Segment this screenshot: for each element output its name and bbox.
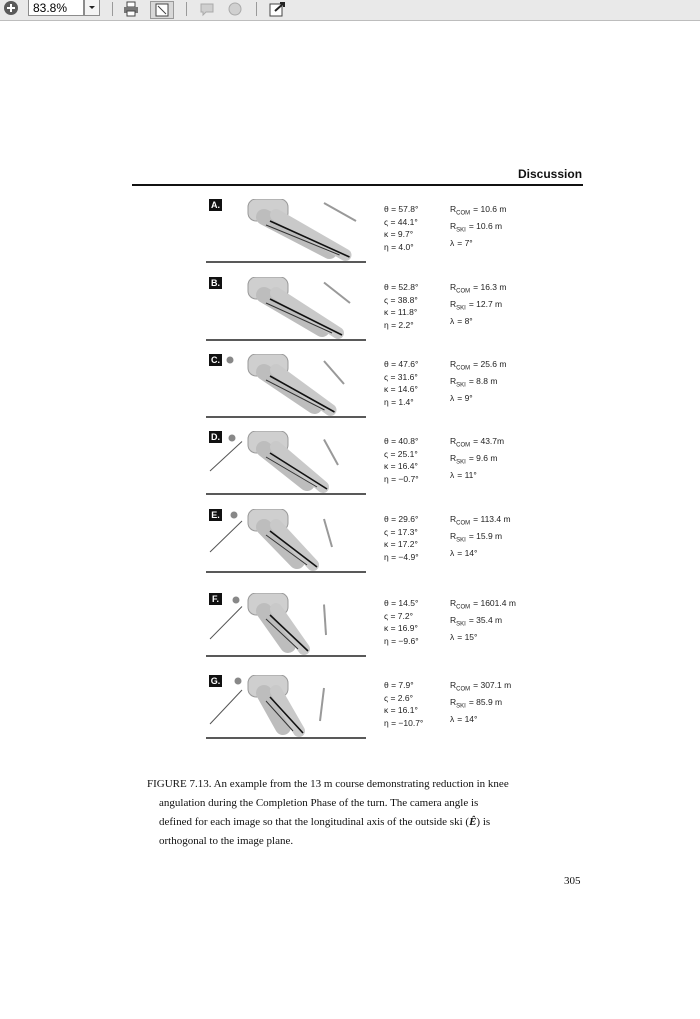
stamp-icon bbox=[227, 1, 243, 17]
param-value: = 307.1 m bbox=[473, 680, 512, 690]
param-row bbox=[450, 220, 506, 237]
param-subscript: COM bbox=[456, 210, 471, 217]
pole-tip bbox=[229, 435, 236, 442]
param-theta: θ = 14.5° bbox=[384, 598, 419, 608]
param-kappa: κ = 11.8° bbox=[384, 307, 418, 317]
param-value: = 43.7m bbox=[473, 436, 505, 446]
param-row bbox=[450, 614, 516, 631]
param-value: = 8° bbox=[457, 316, 473, 327]
param-symbol: R bbox=[450, 376, 457, 387]
param-subscript: COM bbox=[456, 442, 471, 449]
param-value: = 15° bbox=[457, 632, 478, 643]
panel-label: F. bbox=[209, 593, 222, 605]
zoom-in-button[interactable] bbox=[2, 0, 20, 16]
param-subscript: SKI bbox=[456, 459, 466, 466]
param-row bbox=[450, 435, 504, 452]
param-symbol: R bbox=[450, 598, 457, 608]
ski-pole bbox=[324, 440, 338, 466]
header-rule bbox=[132, 184, 583, 186]
angle-parameters bbox=[384, 358, 418, 408]
angle-parameters bbox=[384, 679, 423, 729]
caption-line: angulation during the Completion Phase of the turn. The camera angle is bbox=[159, 797, 479, 809]
param-subscript: SKI bbox=[456, 227, 466, 234]
zoom-level-input[interactable]: 83.8% bbox=[28, 0, 84, 16]
param-symbol: λ bbox=[450, 238, 455, 249]
param-row bbox=[450, 237, 506, 250]
chevron-down-icon bbox=[85, 0, 99, 15]
angle-parameters bbox=[384, 203, 418, 253]
skier-illustration bbox=[206, 277, 371, 347]
pole-tip bbox=[233, 597, 240, 604]
param-symbol: R bbox=[450, 282, 457, 292]
param-row bbox=[450, 679, 511, 696]
print-icon bbox=[123, 1, 139, 17]
panel-label: G. bbox=[210, 676, 221, 686]
toolbar-separator bbox=[112, 2, 113, 16]
param-subscript: SKI bbox=[456, 382, 466, 389]
param-kappa: κ = 14.6° bbox=[384, 384, 418, 394]
angle-parameters bbox=[384, 513, 419, 563]
param-value: = 85.9 m bbox=[468, 697, 503, 708]
param-value: = 25.6 m bbox=[473, 359, 507, 369]
param-symbol: λ bbox=[450, 548, 455, 559]
figure-panel bbox=[206, 199, 546, 273]
param-subscript: SKI bbox=[456, 537, 466, 544]
left-pole bbox=[210, 442, 242, 472]
radius-parameters bbox=[450, 597, 516, 644]
param-value: = 14° bbox=[457, 548, 478, 559]
ski-pole bbox=[324, 605, 326, 636]
param-zeta: ς = 25.1° bbox=[384, 448, 418, 459]
param-value: = 11° bbox=[457, 470, 477, 481]
panel-label: D. bbox=[211, 432, 220, 442]
param-zeta: ς = 38.8° bbox=[384, 294, 418, 305]
skier-illustration bbox=[206, 354, 371, 424]
radius-parameters bbox=[450, 679, 511, 726]
param-theta: θ = 52.8° bbox=[384, 282, 419, 292]
param-kappa: κ = 16.4° bbox=[384, 461, 418, 471]
caption-line: orthogonal to the image plane. bbox=[159, 835, 294, 847]
param-symbol: λ bbox=[450, 393, 455, 404]
param-row bbox=[450, 203, 506, 220]
param-symbol: λ bbox=[450, 470, 455, 481]
radius-parameters bbox=[450, 203, 506, 250]
param-eta: η = −0.7° bbox=[384, 473, 419, 484]
pole-tip bbox=[227, 357, 234, 364]
radius-parameters bbox=[450, 435, 504, 482]
export-icon bbox=[269, 1, 287, 17]
param-kappa: κ = 16.9° bbox=[384, 623, 418, 633]
skier-illustration bbox=[206, 593, 371, 663]
param-eta: η = 4.0° bbox=[384, 241, 414, 252]
param-value: = 15.9 m bbox=[468, 531, 503, 542]
pole-tip bbox=[235, 678, 242, 685]
param-eta: η = −4.9° bbox=[384, 551, 419, 562]
param-kappa: κ = 16.1° bbox=[384, 705, 418, 715]
ski-pole bbox=[324, 203, 356, 221]
param-symbol: R bbox=[450, 221, 457, 232]
toolbar-separator bbox=[186, 2, 187, 16]
param-row bbox=[450, 469, 504, 482]
figure-caption bbox=[147, 775, 587, 851]
skier-illustration bbox=[206, 509, 371, 579]
ski-pole bbox=[320, 688, 324, 721]
param-subscript: COM bbox=[456, 288, 471, 295]
panel-label: A. bbox=[211, 200, 220, 210]
skier-illustration bbox=[206, 431, 371, 501]
ski-pole bbox=[324, 519, 332, 547]
param-row bbox=[450, 298, 506, 315]
param-row bbox=[450, 315, 506, 328]
knee-axis-line bbox=[270, 299, 342, 335]
param-zeta: ς = 7.2° bbox=[384, 610, 413, 621]
param-value: = 8.8 m bbox=[468, 376, 498, 387]
param-symbol: R bbox=[450, 436, 457, 446]
figure-panel bbox=[206, 675, 546, 749]
param-eta: η = 1.4° bbox=[384, 396, 414, 407]
figure-panel bbox=[206, 277, 546, 351]
left-pole bbox=[210, 607, 242, 640]
angle-parameters bbox=[384, 435, 419, 485]
param-theta: θ = 47.6° bbox=[384, 359, 419, 369]
param-value: = 35.4 m bbox=[468, 615, 503, 626]
figure-panel bbox=[206, 431, 546, 505]
param-subscript: COM bbox=[456, 365, 471, 372]
param-symbol: R bbox=[450, 299, 457, 310]
angle-parameters bbox=[384, 281, 418, 331]
running-header: Discussion bbox=[518, 167, 583, 181]
param-symbol: R bbox=[450, 453, 457, 464]
param-symbol: λ bbox=[450, 316, 455, 327]
param-theta: θ = 57.8° bbox=[384, 204, 419, 214]
param-eta: η = 2.2° bbox=[384, 319, 414, 330]
param-value: = 9.6 m bbox=[468, 453, 498, 464]
param-zeta: ς = 17.3° bbox=[384, 526, 418, 537]
panel-label: E. bbox=[209, 509, 222, 521]
param-value: = 7° bbox=[457, 238, 473, 249]
left-pole bbox=[210, 521, 242, 552]
param-zeta: ς = 44.1° bbox=[384, 216, 418, 227]
param-kappa: κ = 17.2° bbox=[384, 539, 418, 549]
param-value: = 9° bbox=[457, 393, 473, 404]
panel-label: B. bbox=[211, 278, 220, 288]
param-value: = 113.4 m bbox=[473, 514, 511, 524]
param-symbol: R bbox=[450, 531, 457, 542]
comment-button[interactable] bbox=[198, 1, 216, 17]
param-symbol: R bbox=[450, 514, 457, 524]
panel-label: C. bbox=[211, 355, 220, 365]
param-theta: θ = 40.8° bbox=[384, 436, 419, 446]
comment-icon bbox=[199, 1, 215, 17]
stamp-button[interactable] bbox=[226, 1, 244, 17]
param-row bbox=[450, 713, 511, 726]
skier-illustration bbox=[206, 199, 371, 269]
param-zeta: ς = 31.6° bbox=[384, 371, 418, 382]
param-row bbox=[450, 375, 506, 392]
param-row bbox=[450, 530, 511, 547]
param-row bbox=[450, 597, 516, 614]
ski-pole bbox=[324, 283, 350, 304]
param-row bbox=[450, 547, 511, 560]
radius-parameters bbox=[450, 358, 506, 405]
export-button[interactable] bbox=[268, 1, 288, 17]
page-number: 305 bbox=[564, 875, 581, 887]
param-row bbox=[450, 696, 511, 713]
param-symbol: λ bbox=[450, 632, 455, 643]
param-value: = 10.6 m bbox=[468, 221, 503, 232]
param-subscript: COM bbox=[456, 520, 471, 527]
param-eta: η = −9.6° bbox=[384, 635, 419, 646]
figure-panel bbox=[206, 593, 546, 667]
knee-axis-line bbox=[270, 221, 350, 257]
param-subscript: COM bbox=[456, 686, 471, 693]
ski-axis-symbol: Ê bbox=[469, 816, 477, 828]
param-value: = 16.3 m bbox=[473, 282, 507, 292]
fit-page-button[interactable] bbox=[150, 1, 174, 19]
param-value: = 10.6 m bbox=[473, 204, 507, 214]
zoom-dropdown[interactable] bbox=[84, 0, 100, 16]
figure-panel bbox=[206, 509, 546, 583]
param-subscript: SKI bbox=[456, 621, 466, 628]
param-value: = 1601.4 m bbox=[473, 598, 516, 608]
toolbar-separator bbox=[256, 2, 257, 16]
param-symbol: R bbox=[450, 204, 457, 214]
param-symbol: R bbox=[450, 680, 457, 690]
param-symbol: R bbox=[450, 697, 457, 708]
ski-pole bbox=[324, 361, 344, 384]
param-theta: θ = 29.6° bbox=[384, 514, 419, 524]
figure-panel bbox=[206, 354, 546, 428]
param-subscript: SKI bbox=[456, 703, 466, 710]
param-row bbox=[450, 281, 506, 298]
caption-line: FIGURE 7.13. An example from the 13 m course demonstrating reduction in knee bbox=[147, 778, 509, 790]
angle-parameters bbox=[384, 597, 419, 647]
radius-parameters bbox=[450, 281, 506, 328]
param-symbol: λ bbox=[450, 714, 455, 725]
zoom-in-icon bbox=[3, 0, 19, 16]
left-pole bbox=[210, 690, 242, 724]
param-row bbox=[450, 452, 504, 469]
param-row bbox=[450, 513, 511, 530]
param-zeta: ς = 2.6° bbox=[384, 692, 413, 703]
param-theta: θ = 7.9° bbox=[384, 680, 414, 690]
param-symbol: R bbox=[450, 615, 457, 626]
radius-parameters bbox=[450, 513, 511, 560]
param-eta: η = −10.7° bbox=[384, 717, 424, 728]
caption-line: defined for each image so that the longitudinal axis of the outside ski (Ê) is bbox=[159, 816, 491, 828]
param-subscript: COM bbox=[456, 604, 471, 611]
param-row bbox=[450, 631, 516, 644]
param-row bbox=[450, 392, 506, 405]
document-page bbox=[0, 23, 700, 1019]
param-symbol: R bbox=[450, 359, 457, 369]
pole-tip bbox=[231, 512, 238, 519]
print-button[interactable] bbox=[122, 1, 140, 17]
param-value: = 12.7 m bbox=[468, 299, 503, 310]
skier-illustration bbox=[206, 675, 371, 745]
fit-page-icon bbox=[154, 2, 170, 18]
param-value: = 14° bbox=[457, 714, 478, 725]
param-kappa: κ = 9.7° bbox=[384, 229, 414, 239]
param-row bbox=[450, 358, 506, 375]
toolbar bbox=[0, 0, 700, 21]
param-subscript: SKI bbox=[456, 305, 466, 312]
